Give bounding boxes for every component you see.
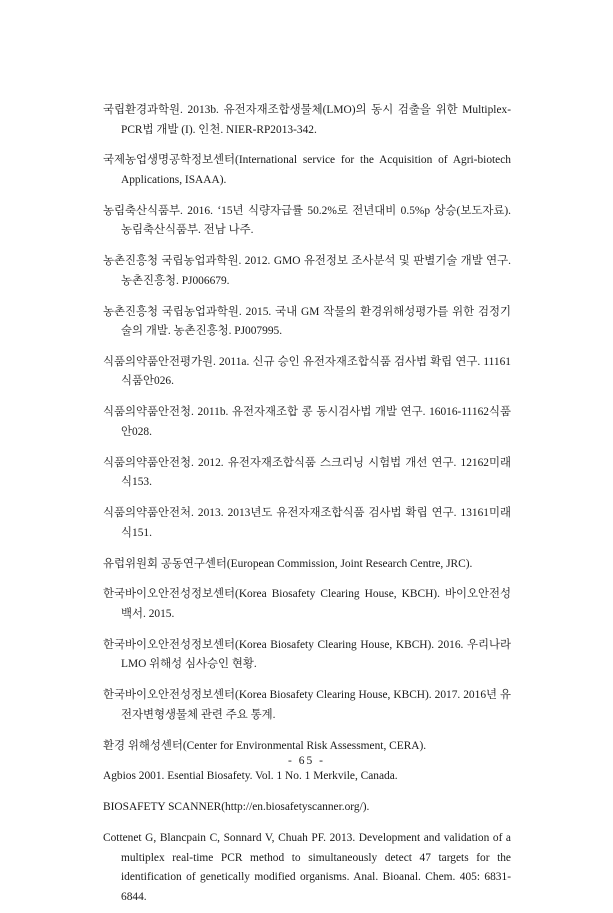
reference-entry: Agbios 2001. Esential Biosafety. Vol. 1 No. 1 Merkvile, Canada.: [103, 770, 398, 783]
reference-entry: BIOSAFETY SCANNER(http://en.biosafetyscanner.org/).: [103, 801, 370, 814]
reference-entry: 한국바이오안전성정보센터(Korea Biosafety Clearing House, KBCH). 바이오안전성백서. 2015.: [103, 588, 511, 620]
reference-entry: 국제농업생명공학정보센터(International service for the Acquisition of Agri-biotech Applications, ISAAA).: [103, 154, 511, 186]
reference-entry: 국립환경과학원. 2013b. 유전자재조합생물체(LMO)의 동시 검출을 위한 Multiplex-PCR법 개발 (I). 인천. NIER-RP2013-342.: [103, 104, 511, 136]
reference-entry: 식품의약품안전처. 2013. 2013년도 유전자재조합식품 검사법 확립 연구. 13161미래식151.: [103, 507, 511, 539]
reference-entry: Cottenet G, Blancpain C, Sonnard V, Chuah PF. 2013. Development and validation of a multiplex real-time PCR method to simultaneously detect 47 targets for the identification of genetically modified organisms. Anal. Bioanal. Chem. 405: 6831-6844.: [103, 832, 511, 903]
reference-entry: 식품의약품안전평가원. 2011a. 신규 승인 유전자재조합식품 검사법 확립 연구. 11161식품안026.: [103, 355, 511, 388]
reference-entry: 환경 위해성센터(Center for Environmental Risk Assessment, CERA).: [103, 739, 427, 752]
reference-entry: 식품의약품안전청. 2011b. 유전자재조합 콩 동시검사법 개발 연구. 16016-11162식품안028.: [103, 406, 511, 438]
reference-entry: 한국바이오안전성정보센터(Korea Biosafety Clearing House, KBCH). 2017. 2016년 유전자변형생물체 관련 주요 통계.: [103, 689, 511, 721]
reference-entry: 유럽위원회 공동연구센터(European Commission, Joint Research Centre, JRC).: [103, 557, 473, 570]
reference-entry: 한국바이오안전성정보센터(Korea Biosafety Clearing House, KBCH). 2016. 우리나라 LMO 위해성 심사승인 현황.: [103, 638, 511, 671]
reference-list: [103, 101, 511, 913]
reference-entry: 농촌진흥청 국립농업과학원. 2012. GMO 유전정보 조사분석 및 판별기술 개발 연구. 농촌진흥청. PJ006679.: [103, 255, 511, 287]
reference-entry: 농림축산식품부. 2016. ‘15년 식량자급률 50.2%로 전년대비 0.5%p 상승(보도자료). 농림축산식품부. 전남 나주.: [103, 204, 511, 237]
reference-entry: 식품의약품안전청. 2012. 유전자재조합식품 스크리닝 시험법 개선 연구. 12162미래식153.: [103, 456, 511, 489]
page-number: - 65 -: [288, 755, 325, 767]
reference-entry: 농촌진흥청 국립농업과학원. 2015. 국내 GM 작물의 환경위해성평가를 위한 검정기술의 개발. 농촌진흥청. PJ007995.: [103, 305, 511, 338]
